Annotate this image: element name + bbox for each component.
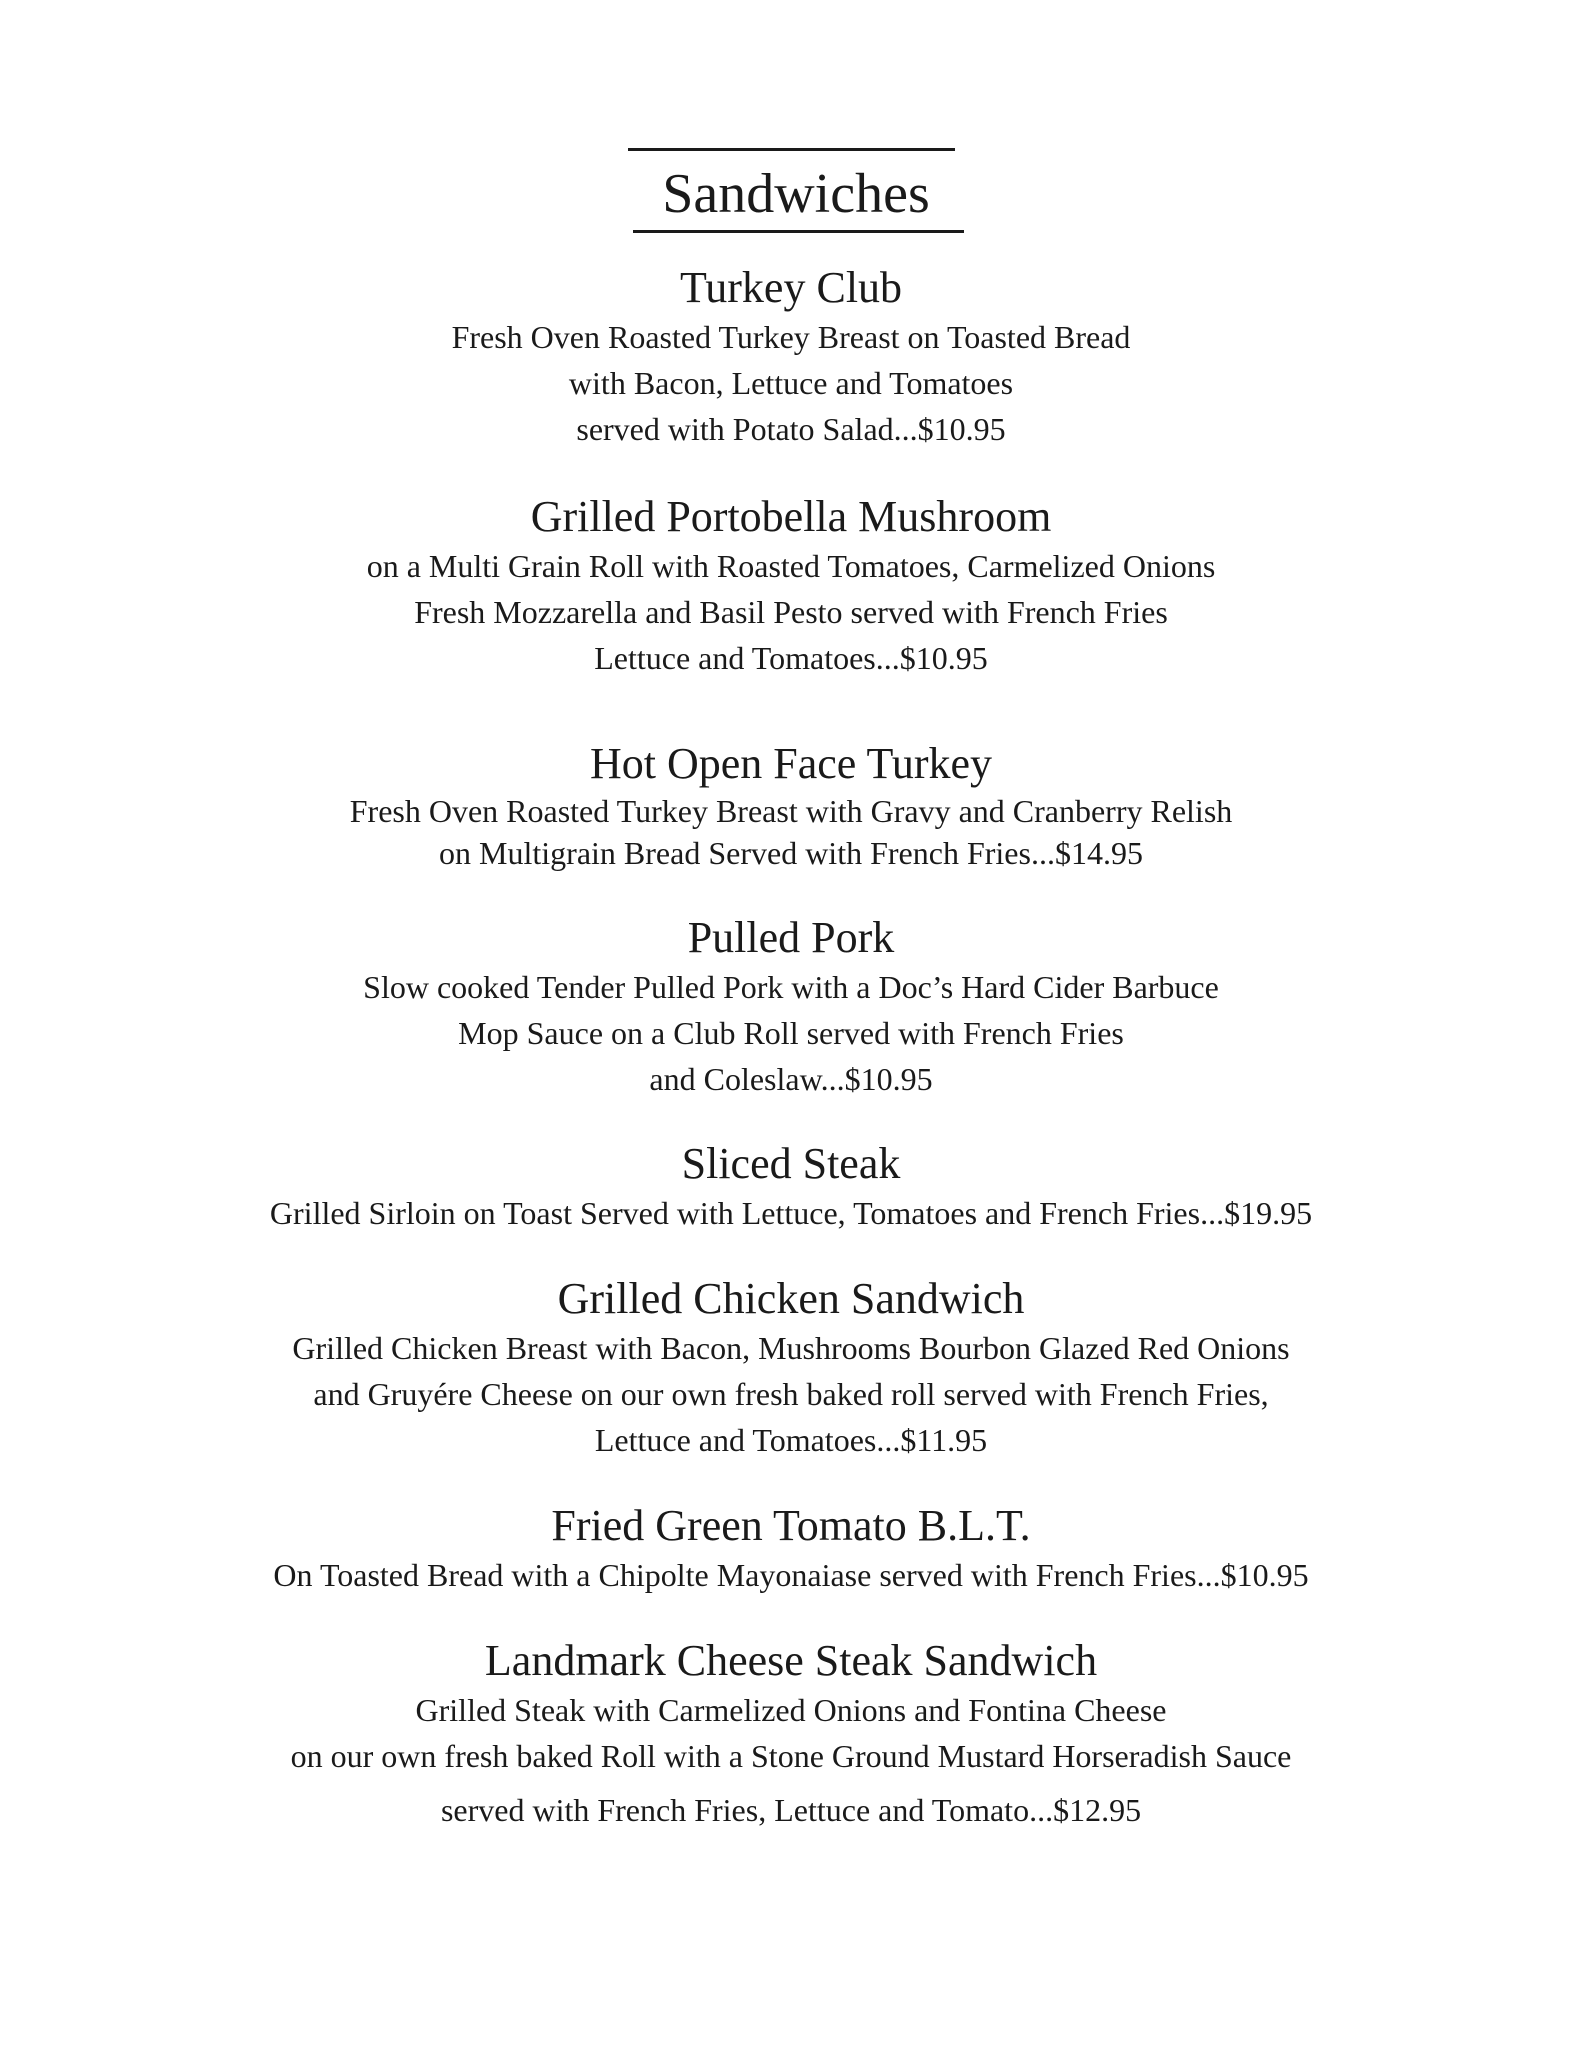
item-description-line: served with Potato Salad...$10.95 <box>576 411 1006 447</box>
item-description-line: On Toasted Bread with a Chipolte Mayonaiase served with French Fries...$10.95 <box>273 1557 1309 1593</box>
item-description-line: on our own fresh baked Roll with a Stone Ground Mustard Horseradish Sauce <box>290 1738 1292 1774</box>
title-rule-bottom <box>633 230 964 233</box>
item-name: Pulled Pork <box>687 913 895 962</box>
item-description-line: and Gruyére Cheese on our own fresh baked roll served with French Fries, <box>313 1376 1269 1412</box>
item-description-line: Grilled Steak with Carmelized Onions and Fontina Cheese <box>415 1692 1167 1728</box>
menu-item-sliced-steak <box>191 1138 1391 1236</box>
item-description-line: Lettuce and Tomatoes...$11.95 <box>594 1422 988 1458</box>
menu-item-hot-open-face-turkey <box>191 738 1391 874</box>
item-description-line: on Multigrain Bread Served with French Fries...$14.95 <box>439 835 1143 871</box>
section-header <box>628 148 964 238</box>
title-rule-top <box>628 148 955 151</box>
item-description-line: Fresh Oven Roasted Turkey Breast with Gravy and Cranberry Relish <box>349 793 1233 829</box>
section-title: Sandwiches <box>662 163 930 225</box>
item-description-line: Grilled Chicken Breast with Bacon, Mushrooms Bourbon Glazed Red Onions <box>292 1330 1290 1366</box>
menu-item-landmark-cheese-steak-sandwich <box>191 1635 1391 1833</box>
item-name: Grilled Portobella Mushroom <box>530 492 1052 541</box>
menu-item-fried-green-tomato-blt <box>191 1500 1391 1598</box>
item-name: Grilled Chicken Sandwich <box>557 1274 1025 1323</box>
menu-item-grilled-portobella-mushroom <box>191 491 1391 681</box>
item-description-line: served with French Fries, Lettuce and Tomato...$12.95 <box>440 1792 1142 1828</box>
item-description-line: on a Multi Grain Roll with Roasted Tomatoes, Carmelized Onions <box>366 548 1216 584</box>
item-description-line: Fresh Oven Roasted Turkey Breast on Toasted Bread <box>451 319 1131 355</box>
menu-item-turkey-club <box>191 262 1391 452</box>
item-name: Sliced Steak <box>681 1139 901 1188</box>
menu-item-grilled-chicken-sandwich <box>191 1273 1391 1463</box>
item-description-line: Grilled Sirloin on Toast Served with Lettuce, Tomatoes and French Fries...$19.95 <box>269 1195 1313 1231</box>
item-description-line: and Coleslaw...$10.95 <box>649 1061 933 1097</box>
menu-item-pulled-pork <box>191 912 1391 1102</box>
item-description-line: Slow cooked Tender Pulled Pork with a Doc’s Hard Cider Barbuce <box>363 969 1219 1005</box>
item-description-line: Mop Sauce on a Club Roll served with French Fries <box>458 1015 1124 1051</box>
item-name: Fried Green Tomato B.L.T. <box>551 1501 1031 1550</box>
item-name: Hot Open Face Turkey <box>589 739 993 788</box>
item-description-line: Lettuce and Tomatoes...$10.95 <box>594 640 988 676</box>
item-description-line: with Bacon, Lettuce and Tomatoes <box>568 365 1014 401</box>
item-description-line: Fresh Mozzarella and Basil Pesto served with French Fries <box>414 594 1168 630</box>
item-name: Landmark Cheese Steak Sandwich <box>484 1636 1098 1685</box>
item-name: Turkey Club <box>679 263 903 312</box>
